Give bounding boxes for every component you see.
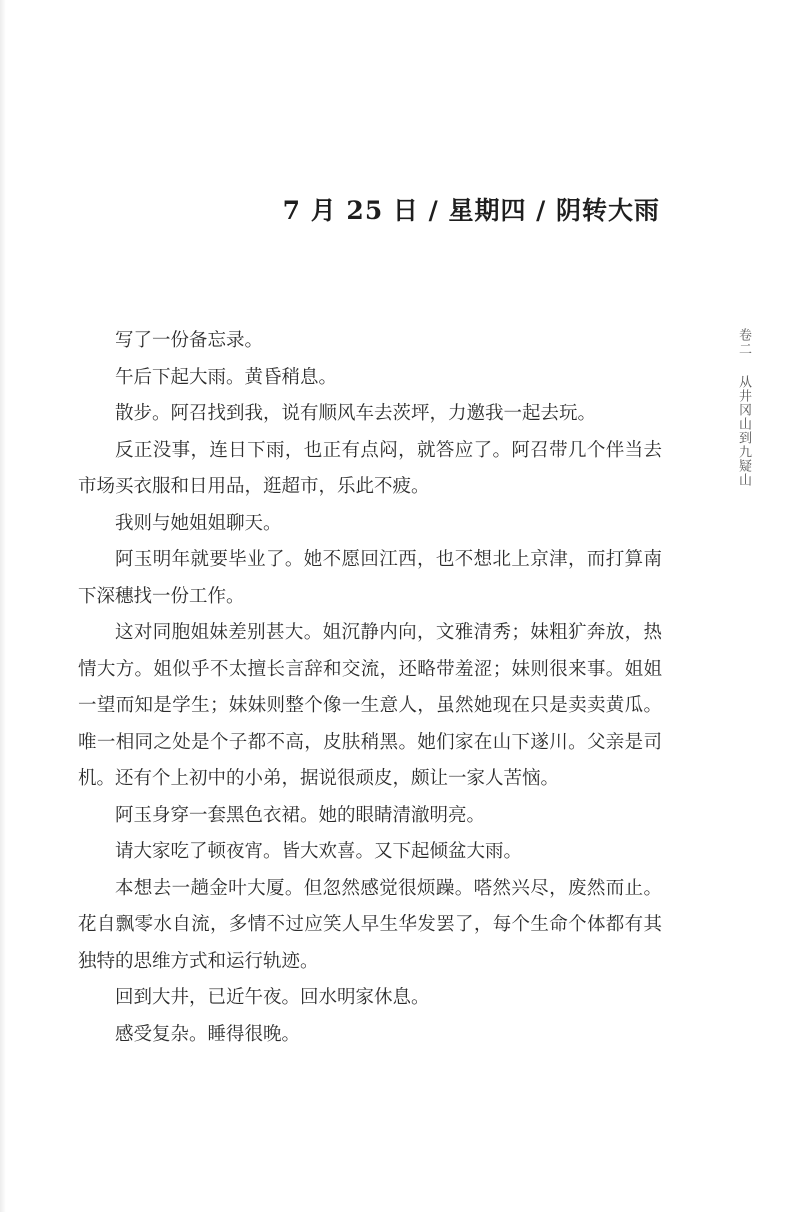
running-header [734,328,753,487]
diary-date-heading: 7 月 25 日 / 星期四 / 阴转大雨 [282,195,660,225]
paragraph: 阿玉身穿一套黑色衣裙。她的眼睛清澈明亮。 [115,804,486,826]
paragraph: 本想去一趟金叶大厦。但忽然感觉很烦躁。嗒然兴尽，废然而止。花自飘零水自流，多情不过应笑人早生华发罢了，每个生命个体都有其独特的思维方式和运行轨迹。 [78,877,662,972]
section-title: 从井冈山到九疑山 [736,375,751,488]
paragraph: 散步。阿召找到我，说有顺风车去茨坪，力邀我一起去玩。 [115,403,597,424]
volume-label: 卷二 [736,328,751,356]
page-edge-shadow [0,0,6,1212]
paragraph: 这对同胞姐妹差别甚大。姐沉静内向，文雅清秀；妹粗犷奔放，热情大方。姐似乎不太擅长言辞和交流，还略带羞涩；妹则很来事。姐姐一望而知是学生；妹妹则整个像一生意人，虽然她现在只是卖卖黄瓜。唯一相同之处是个子都不高，皮肤稍黑。她们家在山下遂川。父亲是司机。还有个上初中的小弟，据说很顽皮，颇让一家人苦恼。 [78,622,662,789]
paragraph: 回到大井，已近午夜。回水明家休息。 [115,987,430,1008]
paragraph: 感受复杂。睡得很晚。 [115,1023,301,1045]
paragraph: 我则与她姐姐聊天。 [115,512,282,534]
paragraph: 请大家吃了顿夜宵。皆大欢喜。又下起倾盆大雨。 [115,841,523,862]
paragraph: 反正没事，连日下雨，也正有点闷，就答应了。阿召带几个伴当去市场买衣服和日用品，逛超市，乐此不疲。 [78,439,662,497]
paragraph: 写了一份备忘录。 [115,330,264,351]
paragraph: 午后下起大雨。黄昏稍息。 [115,366,338,388]
diary-body [78,323,662,1053]
paragraph: 阿玉明年就要毕业了。她不愿回江西，也不想北上京津，而打算南下深穗找一份工作。 [78,549,662,607]
